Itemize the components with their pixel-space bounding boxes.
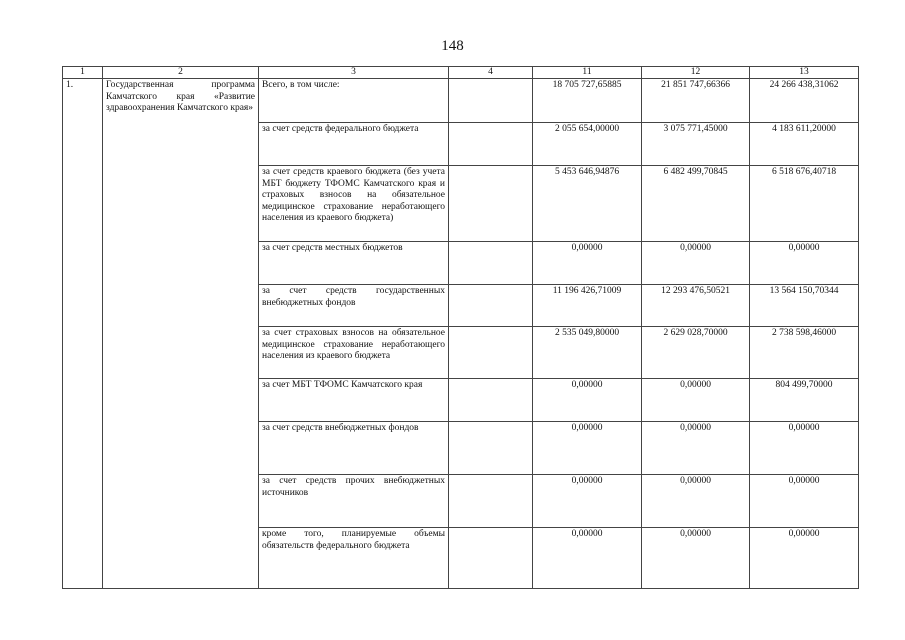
row-label: кроме того, планируемые объемы обязательств федерального бюджета	[259, 528, 449, 589]
row-value-11: 2 535 049,80000	[533, 327, 642, 379]
row-col4	[449, 475, 533, 528]
header-cell-col11: 11	[533, 67, 642, 79]
row-value-12: 2 629 028,70000	[642, 327, 750, 379]
row-col4	[449, 242, 533, 285]
row-value-13: 2 738 598,46000	[750, 327, 859, 379]
row-value-13: 4 183 611,20000	[750, 123, 859, 166]
row-value-11: 0,00000	[533, 528, 642, 589]
row-value-11: 11 196 426,71009	[533, 285, 642, 327]
row-value-13: 0,00000	[750, 475, 859, 528]
page-number: 148	[441, 38, 464, 54]
row-col4	[449, 79, 533, 123]
header-row	[63, 67, 859, 79]
row-label: за счет средств местных бюджетов	[259, 242, 449, 285]
row-value-13: 0,00000	[750, 528, 859, 589]
program-number: 1.	[63, 79, 103, 589]
row-value-11: 0,00000	[533, 379, 642, 422]
row-label: Всего, в том числе:	[259, 79, 449, 123]
row-col4	[449, 123, 533, 166]
row-value-13: 0,00000	[750, 242, 859, 285]
header-cell-col12: 12	[642, 67, 750, 79]
row-col4	[449, 528, 533, 589]
row-value-12: 21 851 747,66366	[642, 79, 750, 123]
row-value-13: 13 564 150,70344	[750, 285, 859, 327]
row-label: за счет средств краевого бюджета (без учета МБТ бюджету ТФОМС Камчатского края и страховых взносов на обязательное медицинское страхование неработающего населения из краевого бюджета)	[259, 166, 449, 242]
row-value-11: 5 453 646,94876	[533, 166, 642, 242]
row-col4	[449, 422, 533, 475]
row-label: за счет страховых взносов на обязательное медицинское страхование неработающего населения из краевого бюджета	[259, 327, 449, 379]
row-value-12: 6 482 499,70845	[642, 166, 750, 242]
row-value-11: 0,00000	[533, 422, 642, 475]
row-value-12: 0,00000	[642, 422, 750, 475]
row-value-11: 0,00000	[533, 242, 642, 285]
row-value-13: 6 518 676,40718	[750, 166, 859, 242]
row-label: за счет средств прочих внебюджетных источников	[259, 475, 449, 528]
row-value-11: 2 055 654,00000	[533, 123, 642, 166]
row-value-13: 0,00000	[750, 422, 859, 475]
row-label: за счет средств федерального бюджета	[259, 123, 449, 166]
table-row	[63, 79, 859, 123]
program-name: Государственная программа Камчатского края «Развитие здравоохранения Камчатского края»	[103, 79, 259, 589]
row-value-12: 0,00000	[642, 528, 750, 589]
row-value-12: 12 293 476,50521	[642, 285, 750, 327]
row-value-11: 18 705 727,65885	[533, 79, 642, 123]
budget-table	[62, 66, 859, 589]
row-col4	[449, 285, 533, 327]
row-label: за счет МБТ ТФОМС Камчатского края	[259, 379, 449, 422]
row-col4	[449, 327, 533, 379]
header-cell-col1: 1	[63, 67, 103, 79]
header-cell-col13: 13	[750, 67, 859, 79]
row-value-12: 0,00000	[642, 475, 750, 528]
row-col4	[449, 166, 533, 242]
row-value-11: 0,00000	[533, 475, 642, 528]
row-label: за счет средств внебюджетных фондов	[259, 422, 449, 475]
row-value-12: 3 075 771,45000	[642, 123, 750, 166]
header-cell-col4: 4	[449, 67, 533, 79]
header-cell-col2: 2	[103, 67, 259, 79]
header-cell-col3: 3	[259, 67, 449, 79]
row-col4	[449, 379, 533, 422]
row-value-12: 0,00000	[642, 242, 750, 285]
row-label: за счет средств государственных внебюджетных фондов	[259, 285, 449, 327]
row-value-13: 24 266 438,31062	[750, 79, 859, 123]
row-value-12: 0,00000	[642, 379, 750, 422]
row-value-13: 804 499,70000	[750, 379, 859, 422]
